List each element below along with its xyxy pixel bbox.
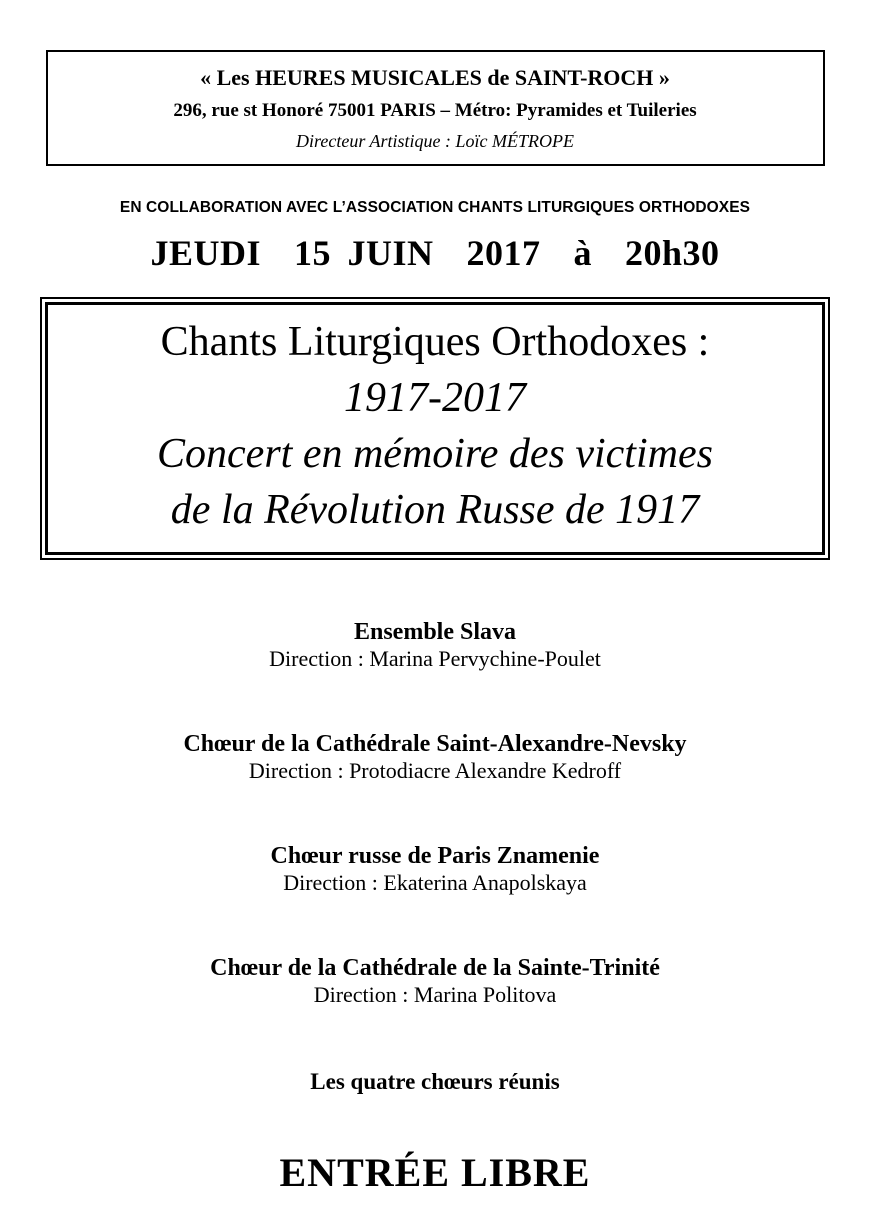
- performer-name: Ensemble Slava: [353, 619, 517, 645]
- concert-title-box: [40, 297, 830, 560]
- concert-title-line-1: Chants Liturgiques Orthodoxes :: [160, 319, 710, 365]
- concert-title-box-inner: [45, 302, 825, 555]
- finale-line: Les quatre chœurs réunis: [310, 1069, 560, 1094]
- venue-header-box: [46, 50, 825, 166]
- collaboration-line: EN COLLABORATION AVEC L’ASSOCIATION CHANTS LITURGIQUES ORTHODOXES: [119, 199, 751, 216]
- admission-line: ENTRÉE LIBRE: [279, 1150, 591, 1195]
- performer-choeur-znamenie: [271, 842, 600, 896]
- artistic-director-line: Directeur Artistique : Loïc MÉTROPE: [296, 131, 574, 151]
- performer-direction: Direction : Marina Politova: [313, 982, 557, 1007]
- performer-direction: Direction : Protodiacre Alexandre Kedroff: [248, 758, 622, 783]
- venue-address: 296, rue st Honoré 75001 PARIS – Métro: Pyramides et Tuileries: [173, 100, 697, 121]
- performer-ensemble-slava: [269, 618, 601, 672]
- event-date: JEUDI 15 JUIN 2017 à 20h30: [150, 233, 720, 273]
- concert-title-line-2: 1917-2017: [344, 375, 526, 421]
- performer-name: Chœur de la Cathédrale Saint-Alexandre-Nevsky: [183, 731, 687, 757]
- performer-name: Chœur de la Cathédrale de la Sainte-Trinité: [210, 955, 660, 981]
- concert-title-line-3: Concert en mémoire des victimes: [157, 431, 713, 477]
- performer-direction: Direction : Ekaterina Anapolskaya: [283, 870, 587, 895]
- venue-title: « Les HEURES MUSICALES de SAINT-ROCH »: [200, 65, 670, 90]
- performer-name: Chœur russe de Paris Znamenie: [270, 843, 600, 869]
- performer-direction: Direction : Marina Pervychine-Poulet: [269, 646, 601, 671]
- performer-choeur-sainte-trinite: [210, 954, 660, 1008]
- performer-choeur-nevsky: [183, 730, 686, 784]
- concert-title-line-4: de la Révolution Russe de 1917: [170, 487, 700, 533]
